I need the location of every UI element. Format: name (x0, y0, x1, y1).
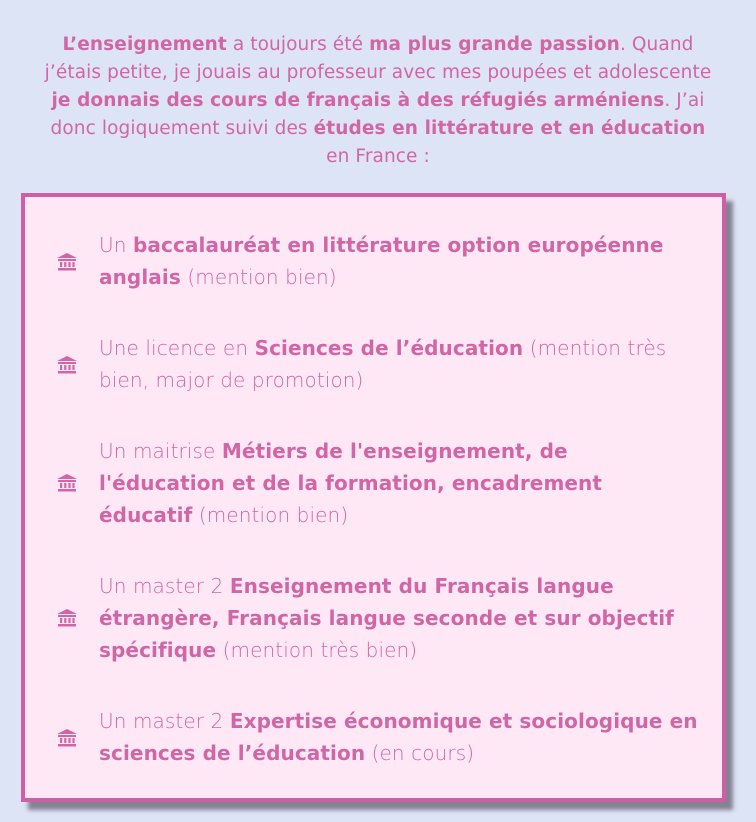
university-icon (56, 608, 78, 628)
education-item-text (99, 705, 699, 769)
item-degree: baccalauréat en littérature option européenne anglais (99, 233, 664, 289)
education-item-master-fle (25, 570, 722, 666)
education-item-text (99, 570, 699, 666)
item-prefix: Un master 2 (99, 709, 230, 733)
education-item-text (99, 332, 699, 396)
item-degree: Expertise économique et sociologique en sciences de l’éducation (99, 709, 698, 765)
intro-text-2: . Quand j’étais petite, je jouais au professeur avec mes poupées et adolescente (44, 33, 712, 83)
item-prefix: Un (99, 233, 133, 257)
item-mention: (mention très bien, major de promotion) (99, 336, 667, 392)
education-card (21, 193, 726, 802)
university-icon (56, 728, 78, 748)
education-item-baccalaureat (25, 229, 722, 293)
intro-text-3: . J’ai donc logiquement suivi des (50, 89, 705, 139)
university-icon (56, 473, 78, 493)
intro-bold-teaching: L’enseignement (62, 33, 227, 55)
item-mention: (mention bien) (180, 265, 337, 289)
item-mention: (mention très bien) (216, 638, 418, 662)
education-item-master-expertise (25, 705, 722, 769)
university-icon (56, 355, 78, 375)
item-prefix: Un master 2 (99, 574, 230, 598)
item-degree: Sciences de l’éducation (254, 336, 524, 360)
item-prefix: Une licence en (99, 336, 255, 360)
intro-text-1: a toujours été (226, 33, 370, 55)
university-icon (56, 252, 78, 272)
item-mention: (mention bien) (192, 503, 349, 527)
intro-bold-refugees: je donnais des cours de français à des réfugiés arméniens (51, 89, 665, 111)
intro-bold-passion: ma plus grande passion (369, 33, 620, 55)
education-item-text (99, 229, 699, 293)
item-mention: (en cours) (365, 741, 475, 765)
intro-paragraph (40, 31, 716, 171)
item-degree: Enseignement du Français langue étrangère, Français langue seconde et sur objectif spécifique (99, 574, 674, 662)
education-item-licence (25, 332, 722, 396)
intro-bold-studies: études en littérature et en éducation (313, 117, 706, 139)
item-degree: Métiers de l'enseignement, de l'éducation et de la formation, encadrement éducatif (99, 439, 603, 527)
education-item-text (99, 435, 699, 531)
education-item-maitrise (25, 435, 722, 531)
intro-text-4: en France : (326, 145, 430, 167)
item-prefix: Un maitrise (99, 439, 222, 463)
